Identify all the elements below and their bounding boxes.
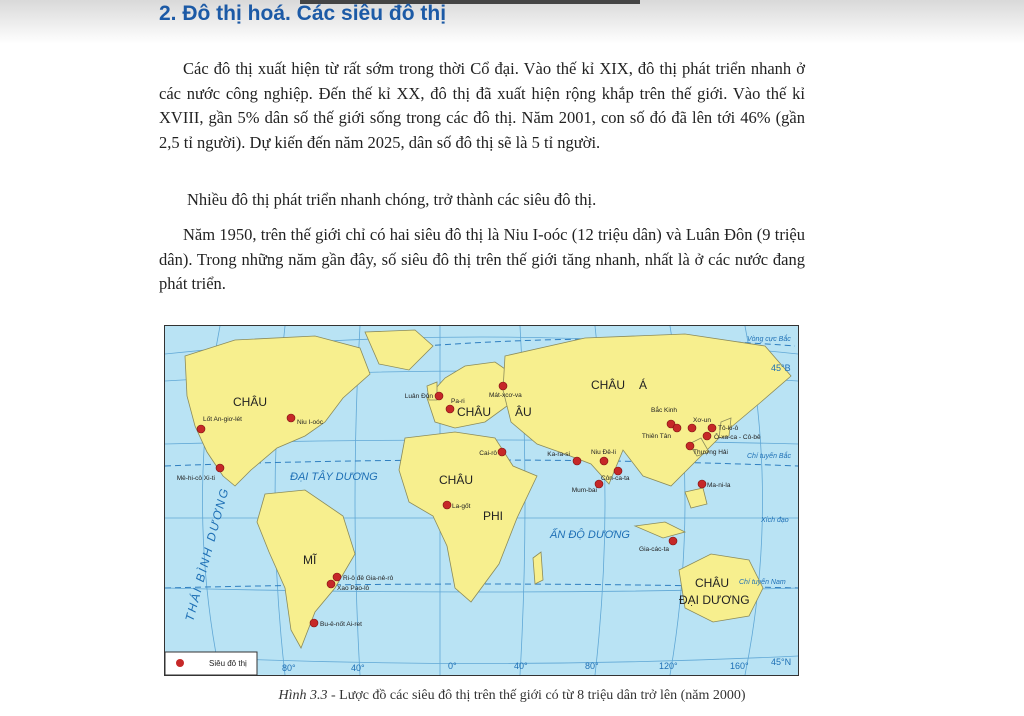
city-label: Bắc Kinh [651,407,678,414]
continent-label-oceania-1: CHÂU [695,576,730,590]
world-megacities-map [164,325,799,676]
city-marker [688,424,696,432]
city-label: Luân Đôn [404,393,433,400]
city-label: Thượng Hải [693,449,728,456]
city-label: La-gốt [452,503,471,510]
city-label: Ma-ni-la [707,482,731,489]
city-marker [498,448,506,456]
city-marker [216,464,224,472]
city-label: Gia-các-ta [639,546,669,553]
city-marker [446,405,454,413]
city-marker [333,573,341,581]
label-arctic-circle: Vòng cực Bắc [747,336,791,343]
lon-label-80w: 80° [282,663,296,673]
page-top-shadow [0,0,1024,44]
city-label: Niu I-oóc [297,419,324,426]
city-marker [499,382,507,390]
city-label: Côn-ca-ta [601,475,630,482]
lat-label-45s: 45°N [771,657,792,667]
city-label: Mát-xcơ-va [489,392,522,399]
city-label: Pa-ri [451,398,465,405]
continent-label-oceania-2: ĐẠI DƯƠNG [679,593,750,607]
city-label: Ô-xa-ca - Cô-bê [714,434,761,441]
figure-number: Hình 3.3 [278,688,328,703]
city-marker [614,467,622,475]
city-label: Thiên Tân [641,433,671,440]
section-heading: 2. Đô thị hoá. Các siêu đô thị [159,2,447,25]
label-tropic-cancer: Chí tuyến Bắc [747,453,791,460]
lat-label-45n: 45°B [771,363,791,373]
continent-label-asia-1: CHÂU [591,378,626,392]
legend-label: Siêu đô thị [209,659,247,668]
city-label: Bu-ê-nốt Ai-ret [320,621,362,628]
lon-label-0: 0° [448,661,457,671]
lon-label-120e: 120° [659,661,678,671]
continent-label-africa-1: CHÂU [439,473,474,487]
figure-caption [0,688,1024,704]
lon-label-40w: 40° [351,663,365,673]
city-marker [703,432,711,440]
ocean-label-indian: ẤN ĐỘ DƯƠNG [550,529,630,541]
ocean-label-atlantic: ĐẠI TÂY DƯƠNG [290,471,378,483]
city-label: Xao Pao-lô [337,585,370,592]
city-marker [698,480,706,488]
city-label: Ka-ra-si [547,451,570,458]
lon-label-80e: 80° [585,661,599,671]
paragraph-megacities-1950: Năm 1950, trên thế giới chỉ có hai siêu đô thị là Niu I-oóc (12 triệu dân) và Luân Đôn (9 triệu dân). Trong những năm gần đây, số siêu đô thị trên thế giới tăng nhanh, nhất là ở các nước đang phát triển. [159,225,805,293]
continent-label-europe-1: CHÂU [457,405,492,419]
continent-label-asia-2: Á [639,378,648,392]
city-marker [287,414,295,422]
paragraph-megacities-intro: Nhiều đô thị phát triển nhanh chóng, trở thành các siêu đô thị. [187,190,597,209]
city-label: Mum-bai [571,487,597,494]
city-label: Ri-ô đê Gia-nê-rô [343,575,394,582]
city-marker [197,425,205,433]
city-label: Niu Đê-li [591,449,616,456]
legend-city-marker [176,659,184,667]
ocean-label-pacific: THÁI BÌNH DƯƠNG [182,485,232,623]
continent-label-europe-2: ÂU [515,405,532,419]
lon-label-40e: 40° [514,661,528,671]
city-label: Mê-hi-cô Xi-ti [176,475,215,482]
city-label: Lốt An-giơ-lét [203,416,242,423]
city-marker [573,457,581,465]
city-marker [708,424,716,432]
city-marker [673,424,681,432]
city-marker [669,537,677,545]
label-tropic-capricorn: Chí tuyến Nam [739,579,786,586]
city-marker [443,501,451,509]
city-marker [600,457,608,465]
city-marker [327,580,335,588]
lon-label-160e: 160° [730,661,749,671]
city-label: Xơ-un [693,417,711,424]
label-equator: Xích đạo [761,517,789,524]
map-legend [165,652,257,675]
continent-label-africa-2: PHI [483,509,504,523]
continent-label-america-1: CHÂU [233,395,268,409]
paragraph-urbanization-history: Các đô thị xuất hiện từ rất sớm trong thời Cổ đại. Vào thế kỉ XIX, đô thị phát triển nhanh ở các nước công nghiệp. Đến thế kỉ XX, đô thị đã xuất hiện rộng khắp trên thế giới. Vào thế kỉ XVIII, gần 5% dân số thế giới sống trong các đô thị. Năm 2001, con số đó đã lên tới 46% (gần 2,5 tỉ người). Dự kiến đến năm 2025, dân số đô thị sẽ là 5 tỉ người. [159,59,805,152]
city-marker [310,619,318,627]
figure-caption-text: - Lược đồ các siêu đô thị trên thế giới có từ 8 triệu dân trở lên (năm 2000) [327,688,746,703]
continent-label-america-2: MĨ [303,553,317,567]
city-label: Tô-ki-ô [718,425,739,432]
city-marker [435,392,443,400]
city-label: Cai-rô [479,450,497,457]
